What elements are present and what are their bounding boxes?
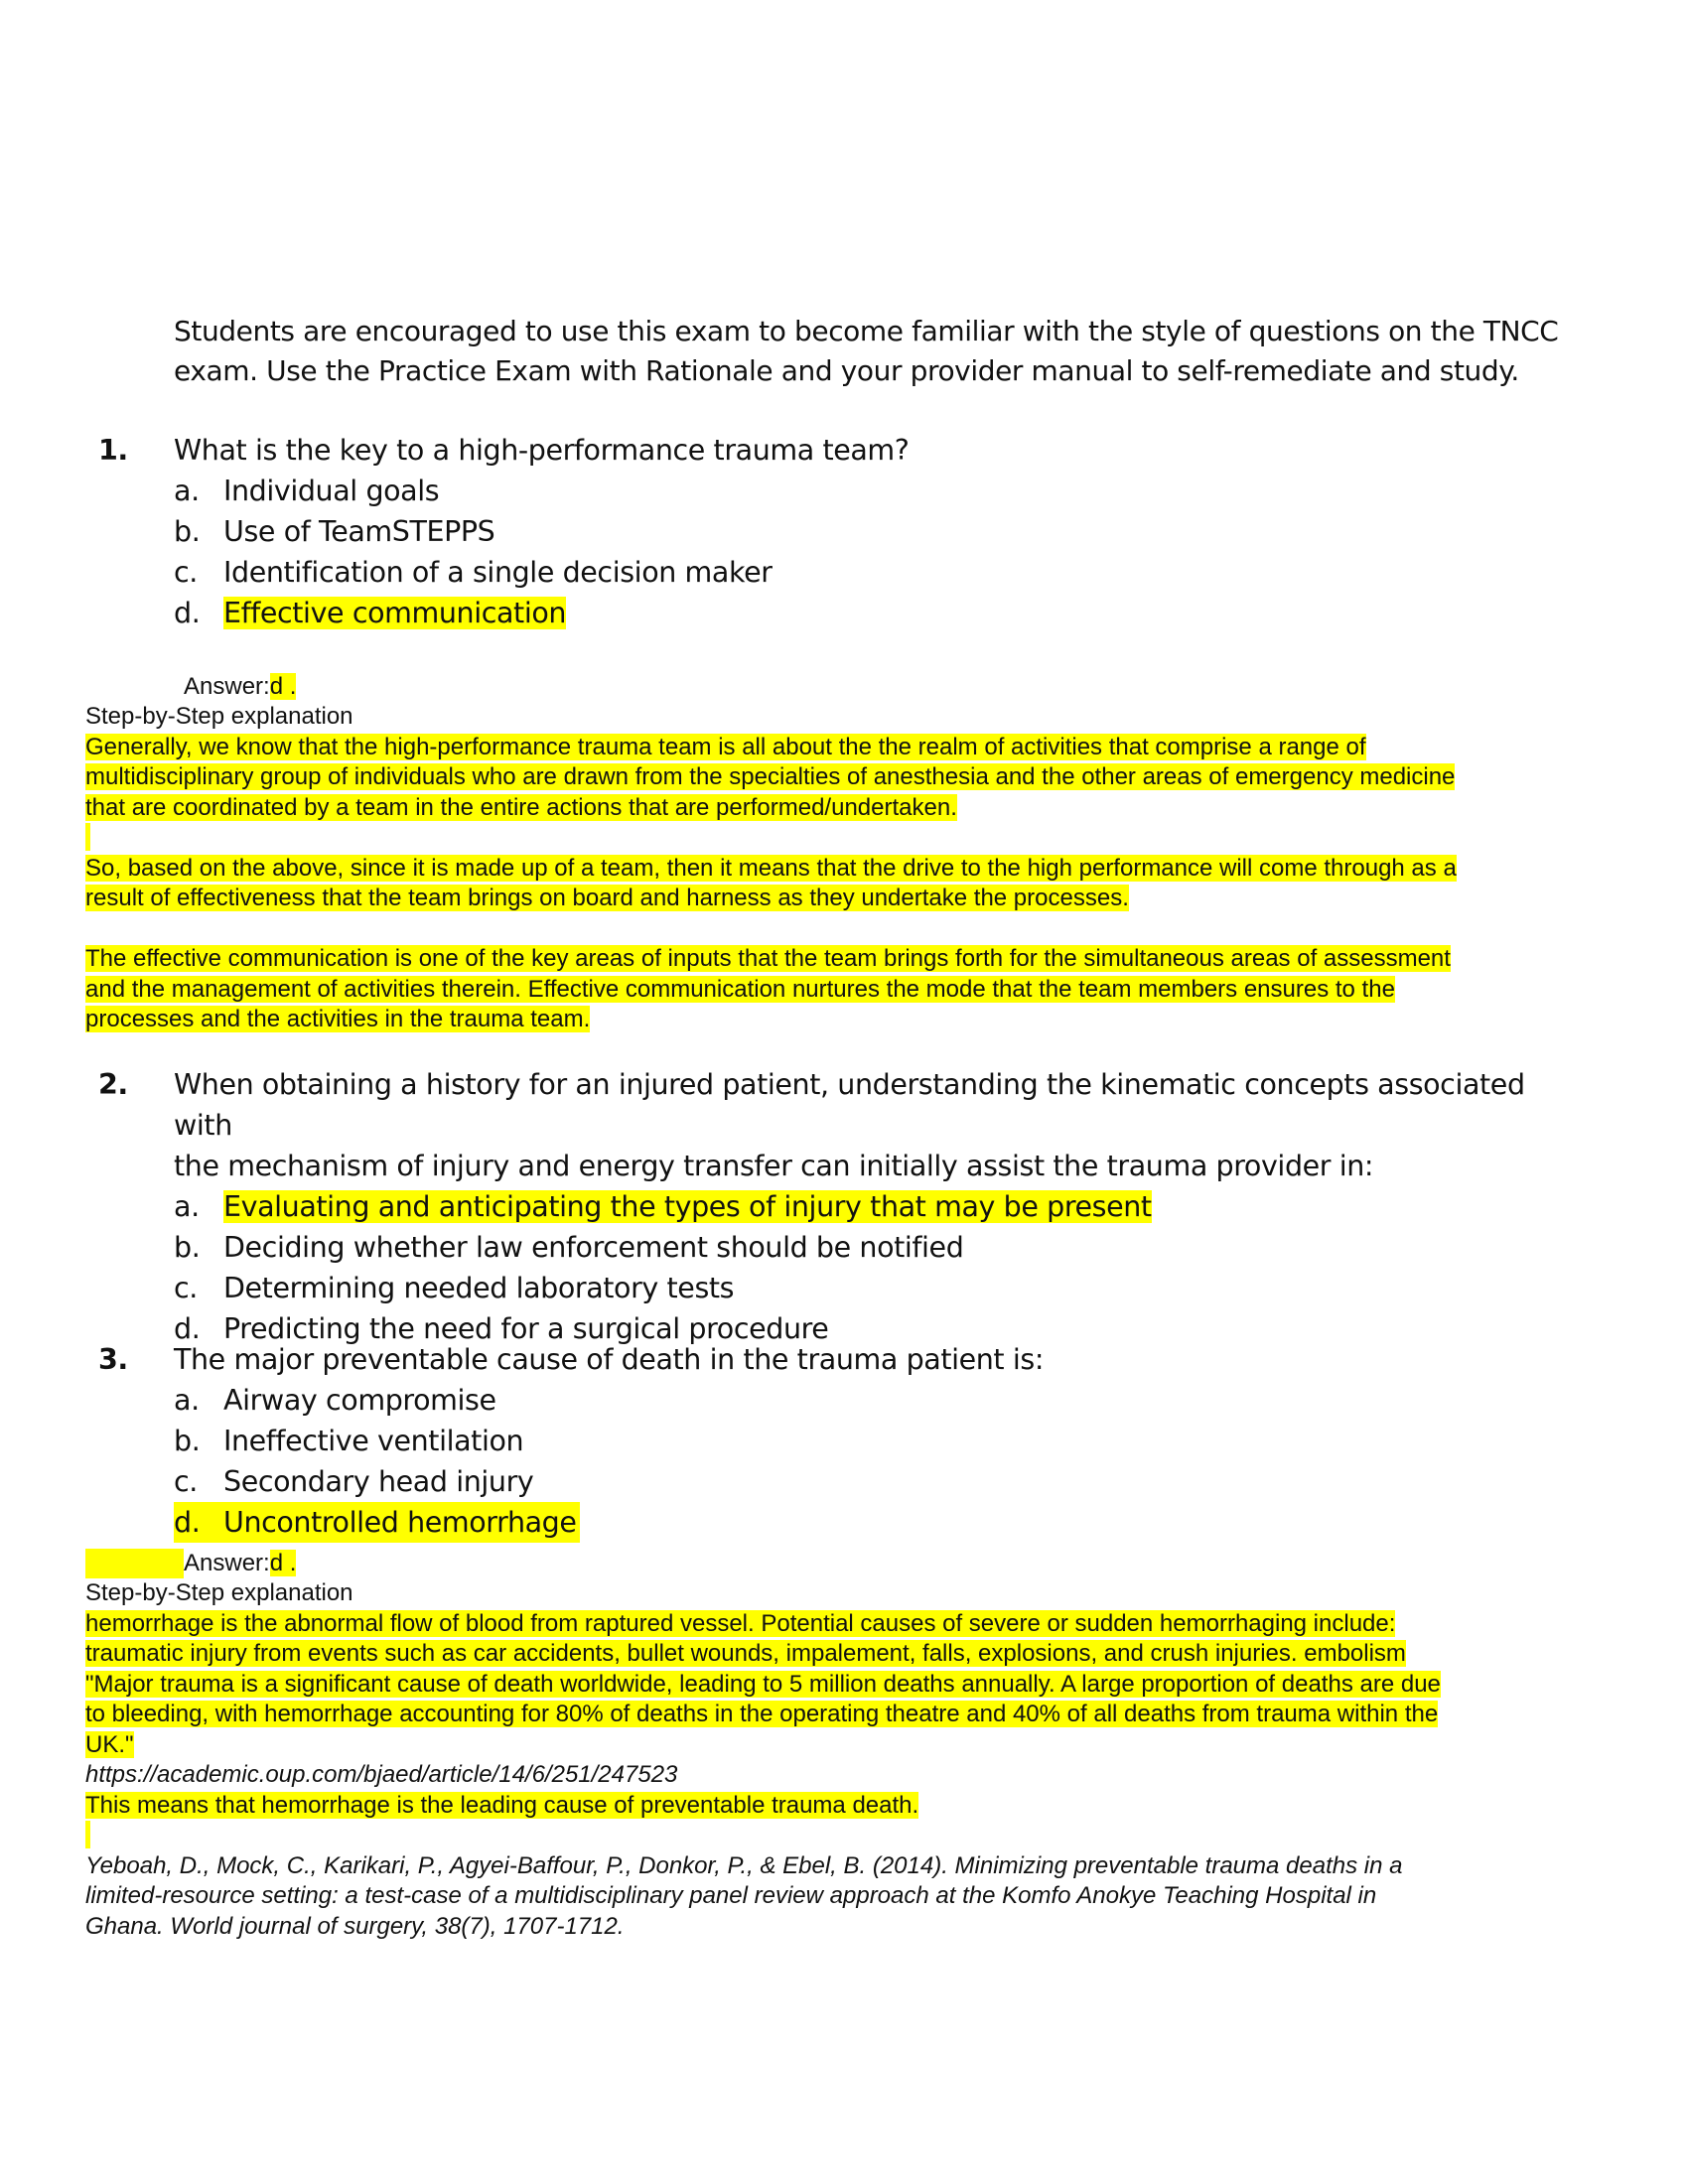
question-stem: The major preventable cause of death in the trauma patient is:: [174, 1343, 1045, 1376]
option-b: b. Use of TeamSTEPPS: [174, 515, 495, 548]
explanation-q3: Step-by-Step explanation hemorrhage is the abnormal flow of blood from raptured vessel. Potential causes of severe or sudden hemorrhaging include: traumatic injury from events such as car accidents, bullet wounds, impalement, falls, explosions, and crush injuries. embolism "Major trauma is a significant cause of death worldwide, leading to 5 million deaths annually. A large proportion of deaths are due to bleeding, with hemorrhage accounting for 80% of deaths in the operating theatre and 40% of all deaths from trauma within the UK." https://academic.oup.com/bjaed/article/14/6/251/247523 This means that hemorrhage is the leading cause of preventable trauma death. Yeboah, D., Mock, C., Karikari, P., Agyei-Baffour, P., Donkor, P., & Ebel, B. (2014). Minimizing preventable trauma deaths in a limited-resource setting: a test-case of a multidisciplinary panel review approach at the Komfo Anokye Teaching Hospital in Ghana. World journal of surgery, 38(7), 1707-1712.: [85, 1578, 1615, 1942]
option-d: d. Predicting the need for a surgical procedure: [174, 1312, 829, 1345]
question-2: [98, 1064, 1588, 1349]
option-d-correct: d. Effective communication: [174, 597, 567, 629]
source-url: https://academic.oup.com/bjaed/article/14/6/251/247523: [85, 1761, 678, 1788]
option-d-correct: d. Uncontrolled hemorrhage: [174, 1502, 1588, 1543]
answer-line-q3: Answer:d .: [85, 1549, 296, 1578]
option-c: c. Determining needed laboratory tests: [174, 1272, 735, 1304]
explanation-q1: Step-by-Step explanation Generally, we know that the high-performance trauma team is all about the the realm of activities that comprise a range of multidisciplinary group of individuals who are drawn from the specialties of anesthesia and the other areas of emergency medicine that are coordinated by a team in the entire actions that are performed/undertaken. So, based on the above, since it is made up of a team, then it means that the drive to the high performance will come through as a result of effectiveness that the team brings on board and harness as they undertake the processes. The effective communication is one of the key areas of inputs that the team brings forth for the simultaneous areas of assessment and the management of activities therein. Effective communication nurtures the mode that the team members ensures to the processes and the activities in the trauma team.: [85, 702, 1615, 1035]
option-c: c. Secondary head injury: [174, 1465, 534, 1498]
question-1: [98, 430, 1588, 633]
question-stem: When obtaining a history for an injured patient, understanding the kinematic concepts associated with the mechanism of injury and energy transfer can initially assist the trauma provider in:: [174, 1068, 1525, 1182]
option-list: [98, 471, 1588, 633]
question-stem: What is the key to a high-performance trauma team?: [174, 434, 910, 467]
option-c: c. Identification of a single decision maker: [174, 556, 773, 589]
option-list: [98, 1186, 1588, 1349]
option-a: a. Individual goals: [174, 475, 440, 507]
explanation-heading: Step-by-Step explanation: [85, 703, 353, 730]
option-a-correct: a. Evaluating and anticipating the types of injury that may be present: [174, 1190, 1152, 1223]
question-number: 2.: [98, 1068, 128, 1101]
question-number: 1.: [98, 434, 128, 467]
option-b: b. Ineffective ventilation: [174, 1425, 524, 1457]
option-b: b. Deciding whether law enforcement should be notified: [174, 1231, 964, 1264]
option-list: [98, 1380, 1588, 1543]
option-a: a. Airway compromise: [174, 1384, 496, 1417]
reference: Yeboah, D., Mock, C., Karikari, P., Agyei-Baffour, P., Donkor, P., & Ebel, B. (2014). Minimizing preventable trauma deaths in a: [85, 1851, 1403, 1879]
question-3: [98, 1339, 1588, 1543]
answer-line-q1: Answer:d .: [184, 673, 297, 700]
explanation-heading: Step-by-Step explanation: [85, 1579, 353, 1606]
question-number: 3.: [98, 1343, 128, 1376]
intro-text: Students are encouraged to use this exam to become familiar with the style of questions on the TNCC exam. Use the Practice Exam with Rationale and your provider manual to self-remediate and study.: [174, 315, 1559, 387]
